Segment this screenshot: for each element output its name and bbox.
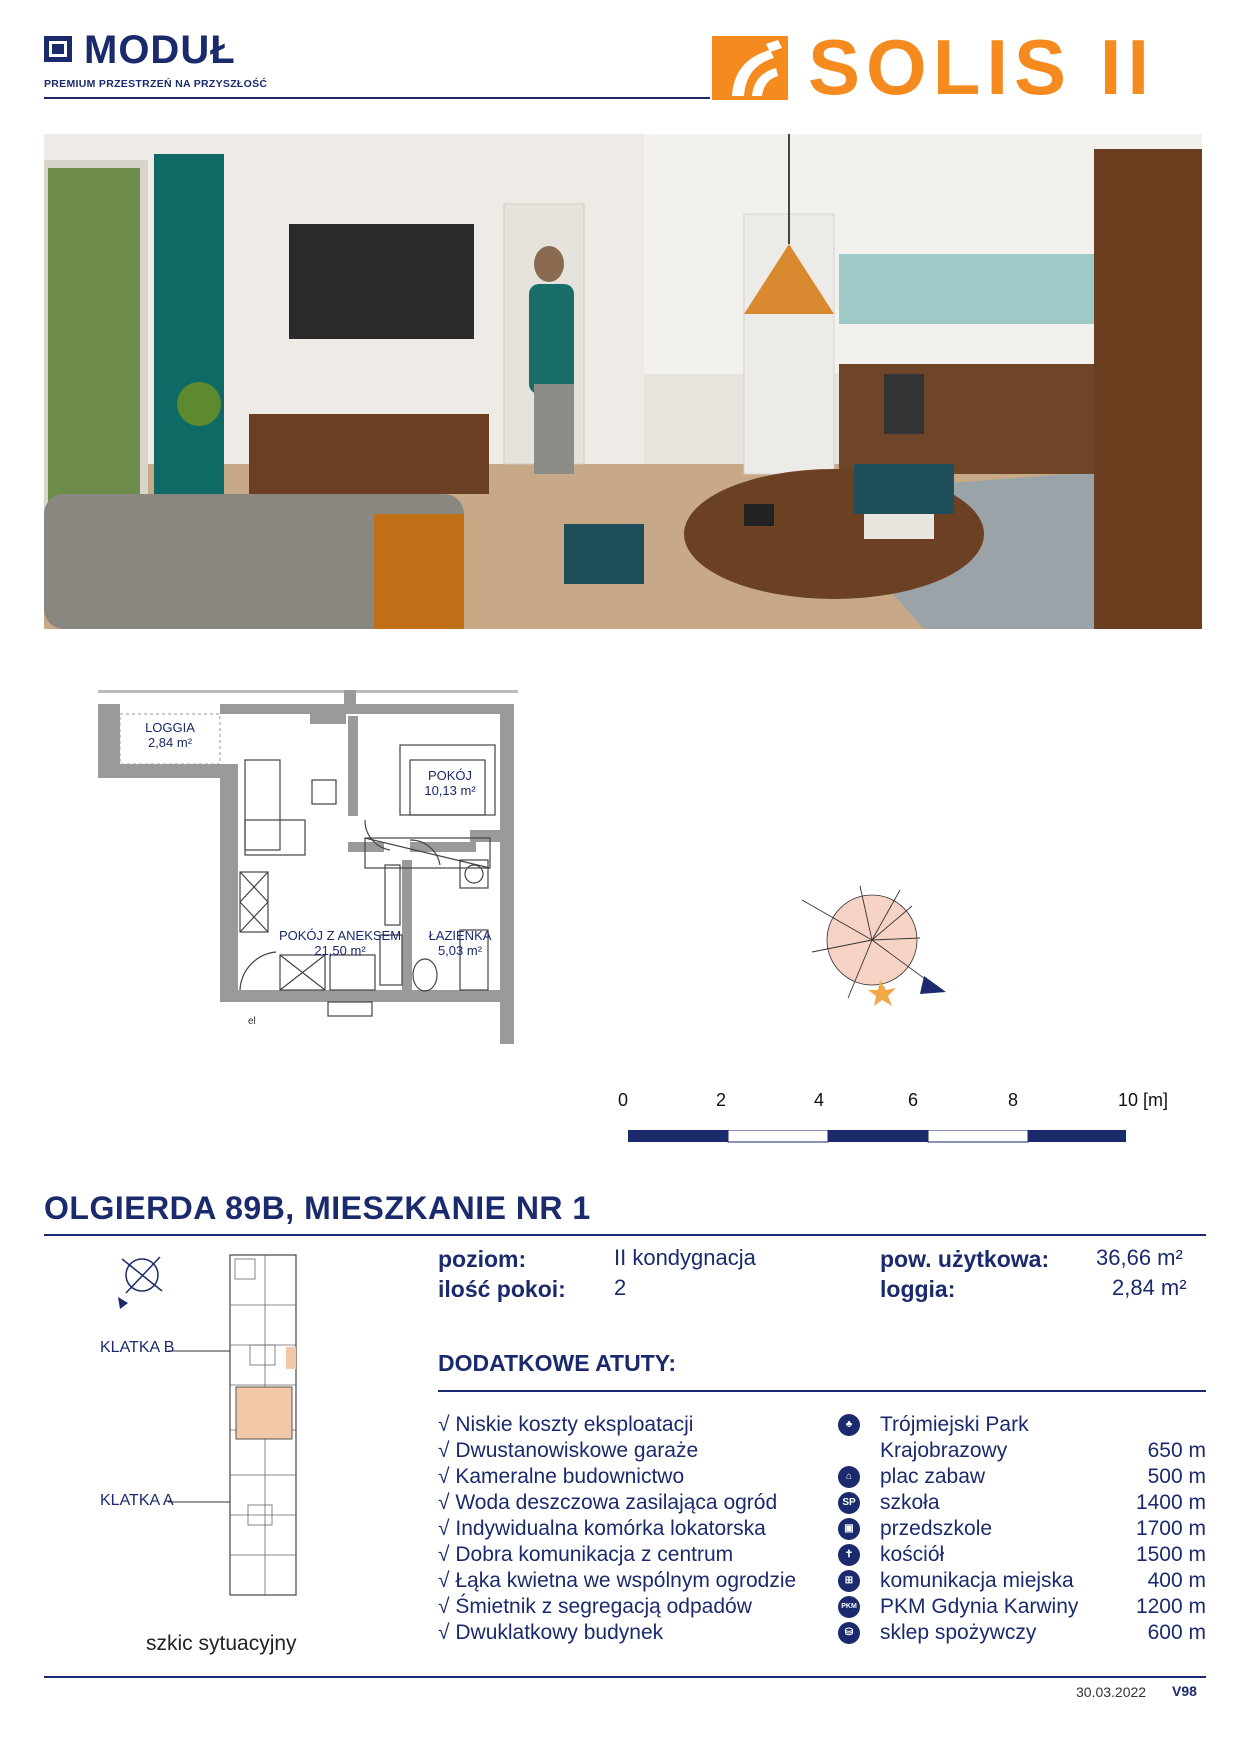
feature-item: √ Kameralne budownictwo (438, 1465, 685, 1488)
train-icon: PKM (838, 1596, 860, 1618)
rooms-label: ilość pokoi: (438, 1276, 566, 1302)
distance-item (838, 1568, 1208, 1594)
extras-divider (438, 1390, 1206, 1392)
features-list (438, 1412, 838, 1646)
scale-tick-8: 8 (1008, 1090, 1019, 1110)
distances-list (838, 1412, 1208, 1646)
distance-value: 650 m (1147, 1439, 1206, 1462)
area-label: pow. użytkowa: (880, 1246, 1050, 1272)
rooms-value: 2 (614, 1275, 627, 1300)
feature-item: √ Indywidualna komórka lokatorska (438, 1517, 766, 1540)
room-bathroom-name: ŁAZIENKA (428, 928, 492, 943)
modul-logo-icon (44, 36, 72, 62)
distance-value: 600 m (1147, 1621, 1206, 1644)
distance-name: plac zabaw (880, 1465, 986, 1488)
footer-version: V98 (1172, 1683, 1197, 1699)
scale-tick-2: 2 (716, 1090, 727, 1110)
loggia-label: loggia: (880, 1276, 956, 1302)
room-bedroom-name: POKÓJ (427, 768, 473, 783)
distance-name: kościół (880, 1543, 945, 1566)
footer-date: 30.03.2022 (1076, 1684, 1147, 1700)
distance-value: 1200 m (1135, 1595, 1206, 1618)
distance-item (838, 1490, 1208, 1516)
distance-value: 400 m (1147, 1569, 1206, 1592)
distance-name: sklep spożywczy (880, 1621, 1037, 1644)
distance-item (838, 1516, 1208, 1542)
title-divider (44, 1234, 1206, 1236)
sun-compass-icon (800, 880, 980, 1010)
tree-icon: ♣ (838, 1414, 860, 1436)
project-name: SOLIS II (808, 23, 1156, 111)
feature-item: √ Dwustanowiskowe garaże (438, 1439, 699, 1462)
footer-divider (44, 1676, 1206, 1678)
level-label: poziom: (438, 1246, 527, 1272)
distance-item (838, 1438, 1208, 1464)
feature-item: √ Łąka kwietna we wspólnym ogrodzie (438, 1569, 797, 1592)
interior-photo (44, 134, 1202, 629)
bus-icon: ⊞ (838, 1570, 860, 1592)
site-label-b: KLATKA B (100, 1339, 175, 1356)
room-bathroom-area: 5,03 m² (437, 943, 483, 958)
scale-tick-4: 4 (814, 1090, 825, 1110)
meter-label: el (248, 1016, 256, 1027)
kindergarten-icon: ▣ (838, 1518, 860, 1540)
apartment-title: OLGIERDA 89B, MIESZKANIE NR 1 (44, 1190, 591, 1226)
room-loggia-area: 2,84 m² (147, 735, 193, 750)
brand-tagline: PREMIUM PRZESTRZEŃ NA PRZYSZŁOŚĆ (44, 78, 268, 90)
school-icon: SP (838, 1492, 860, 1514)
area-value: 36,66 m² (1096, 1245, 1183, 1270)
room-living-kitchen-area: 21,50 m² (314, 943, 366, 958)
room-bathroom (415, 928, 505, 958)
playground-icon: ⌂ (838, 1466, 860, 1488)
distance-name: komunikacja miejska (880, 1569, 1074, 1592)
brand-name: MODUŁ (84, 28, 236, 72)
site-label-a: KLATKA A (100, 1492, 174, 1509)
scale-tick-6: 6 (908, 1090, 919, 1110)
site-caption: szkic sytuacyjny (146, 1632, 297, 1655)
room-loggia (120, 720, 220, 750)
distance-name: Krajobrazowy (880, 1439, 1008, 1462)
distance-value: 1500 m (1135, 1543, 1206, 1566)
floor-plan (80, 690, 600, 1070)
solis-logo-icon (712, 36, 788, 100)
scale-tick-10: 10 [m] (1118, 1090, 1169, 1110)
distance-value: 1700 m (1135, 1517, 1206, 1540)
scale-tick-0: 0 (618, 1090, 629, 1110)
distance-item (838, 1412, 1208, 1438)
feature-item: √ Niskie koszty eksploatacji (438, 1413, 694, 1436)
feature-item: √ Woda deszczowa zasilająca ogród (438, 1491, 778, 1514)
distance-name: przedszkole (880, 1517, 993, 1540)
distance-name: PKM Gdynia Karwiny (880, 1595, 1079, 1618)
site-sketch (70, 1245, 370, 1615)
modul-logo (44, 28, 324, 98)
distance-name: Trójmiejski Park (880, 1413, 1029, 1436)
distance-item (838, 1542, 1208, 1568)
room-bedroom-area: 10,13 m² (424, 783, 476, 798)
distance-name: szkoła (880, 1491, 940, 1514)
room-bedroom (400, 768, 500, 798)
loggia-value: 2,84 m² (1112, 1275, 1187, 1300)
shop-icon: ⛁ (838, 1622, 860, 1644)
solis-logo (712, 23, 1208, 111)
church-icon: ✝ (838, 1544, 860, 1566)
feature-item: √ Śmietnik z segregacją odpadów (438, 1595, 752, 1618)
distance-item (838, 1620, 1208, 1646)
room-living-kitchen-name: POKÓJ Z ANEKSEM (278, 928, 402, 943)
distance-item (838, 1464, 1208, 1490)
level-value: II kondygnacja (614, 1245, 756, 1270)
room-loggia-name: LOGGIA (145, 720, 195, 735)
feature-item: √ Dobra komunikacja z centrum (438, 1543, 734, 1566)
extras-title: DODATKOWE ATUTY: (438, 1350, 677, 1376)
distance-item (838, 1594, 1208, 1620)
room-living-kitchen (270, 928, 410, 958)
distance-value: 1400 m (1135, 1491, 1206, 1514)
feature-item: √ Dwuklatkowy budynek (438, 1621, 664, 1644)
header-divider (44, 97, 710, 99)
distance-value: 500 m (1147, 1465, 1206, 1488)
scale-bar (628, 1130, 1128, 1142)
